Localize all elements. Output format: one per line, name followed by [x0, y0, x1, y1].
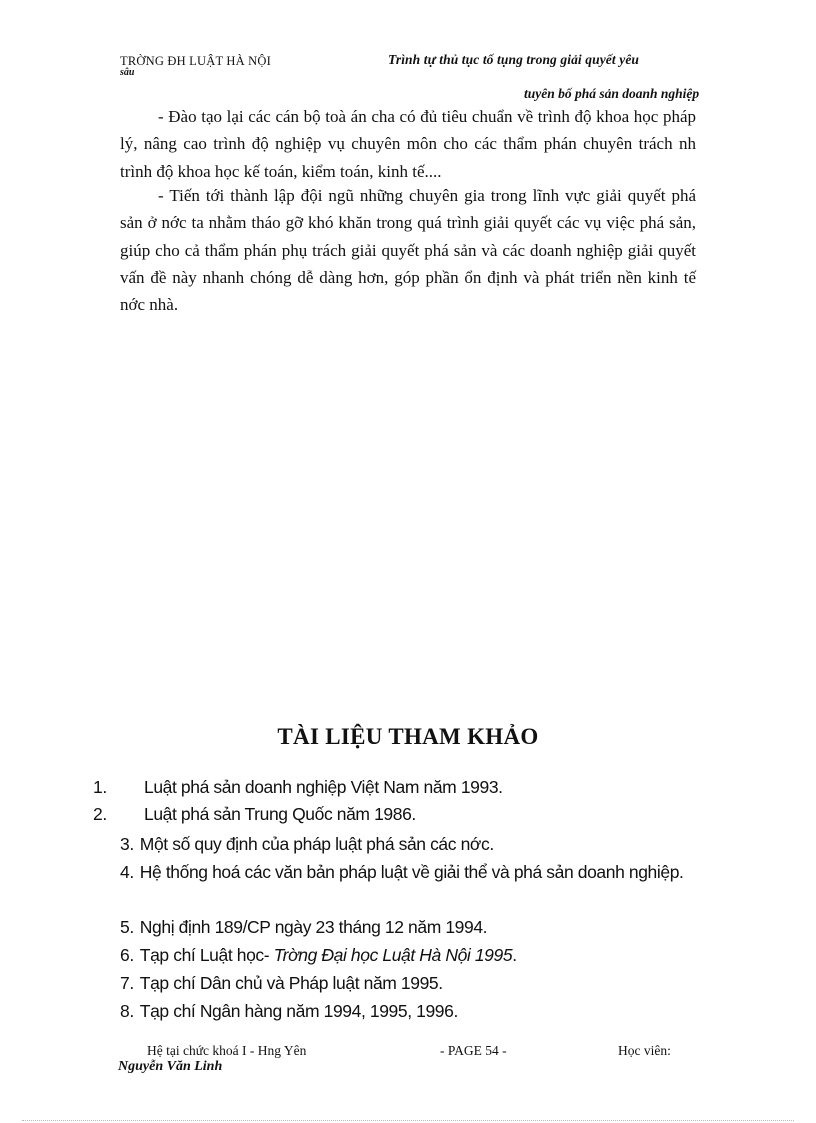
reference-number: 6. [120, 945, 134, 965]
reference-number: 7. [120, 973, 134, 993]
reference-text: Tạp chí Luật học- [139, 945, 274, 965]
header-school-continuation: sâu [120, 67, 135, 78]
reference-text: Nghị định 189/CP ngày 23 tháng 12 năm 1994. [139, 917, 488, 937]
footer-student-label: Học viên: [618, 1043, 671, 1058]
reference-item [120, 998, 700, 1025]
reference-item [120, 831, 700, 858]
reference-text: Hệ thống hoá các văn bản pháp luật về giải thể và phá sản doanh nghiệp. [139, 862, 684, 882]
reference-item [120, 942, 700, 969]
reference-text-italic: Trờng Đại học Luật Hà Nội 1995 [273, 945, 513, 965]
reference-number: 4. [120, 862, 134, 882]
reference-number: 5. [120, 917, 134, 937]
reference-number: 2. [93, 804, 107, 824]
header-thesis-title: Trình tự thủ tục tố tụng trong giải quyết yêu [388, 52, 640, 67]
reference-number: 3. [120, 834, 134, 854]
reference-text: Luật phá sản Trung Quốc năm 1986. [144, 804, 416, 824]
reference-item [120, 859, 700, 886]
reference-text: Tạp chí Ngân hàng năm 1994, 1995, 1996. [139, 1001, 458, 1021]
header-thesis-title-cont: tuyên bố phá sản doanh nghiệp [524, 86, 700, 101]
references-title: TÀI LIỆU THAM KHẢO [277, 724, 539, 749]
reference-text: Tạp chí Dân chủ và Pháp luật năm 1995. [139, 973, 443, 993]
header-school: TRỜNG ĐH LUẬT HÀ NỘI [120, 54, 271, 68]
footer-program: Hệ tại chức khoá I - Hng Yên [147, 1043, 307, 1058]
reference-item [120, 970, 700, 997]
reference-item [120, 914, 700, 941]
page-bottom-divider [22, 1120, 794, 1121]
reference-number: 8. [120, 1001, 134, 1021]
reference-text: Luật phá sản doanh nghiệp Việt Nam năm 1993. [144, 777, 503, 797]
reference-text: Một số quy định của pháp luật phá sản các nớc. [139, 834, 494, 854]
body-paragraph-2: - Tiến tới thành lập đội ngũ những chuyên gia trong lĩnh vực giải quyết phá sản ở nớc ta nhằm tháo gỡ khó khăn trong quá trình giải quyết các vụ việc phá sản, giúp cho cả thẩm phán phụ trách giải quyết phá sản và các doanh nghiệp giải quyết vấn đề này nhanh chóng dễ dàng hơn, góp phần ổn định và phát triển nền kinh tế nớc nhà. [120, 186, 696, 315]
reference-number: 1. [93, 777, 107, 797]
reference-text-end: . [512, 945, 517, 965]
footer-author-name: Nguyễn Văn Linh [118, 1059, 223, 1074]
body-paragraph-1: - Đào tạo lại các cán bộ toà án cha có đủ tiêu chuẩn về trình độ khoa học pháp lý, nâng cao trình độ nghiệp vụ chuyên môn cho các thẩm phán chuyên trách nh trình độ khoa học kế toán, kiểm toán, kinh tế.... [120, 107, 696, 181]
footer-page-number: - PAGE 54 - [440, 1043, 507, 1058]
